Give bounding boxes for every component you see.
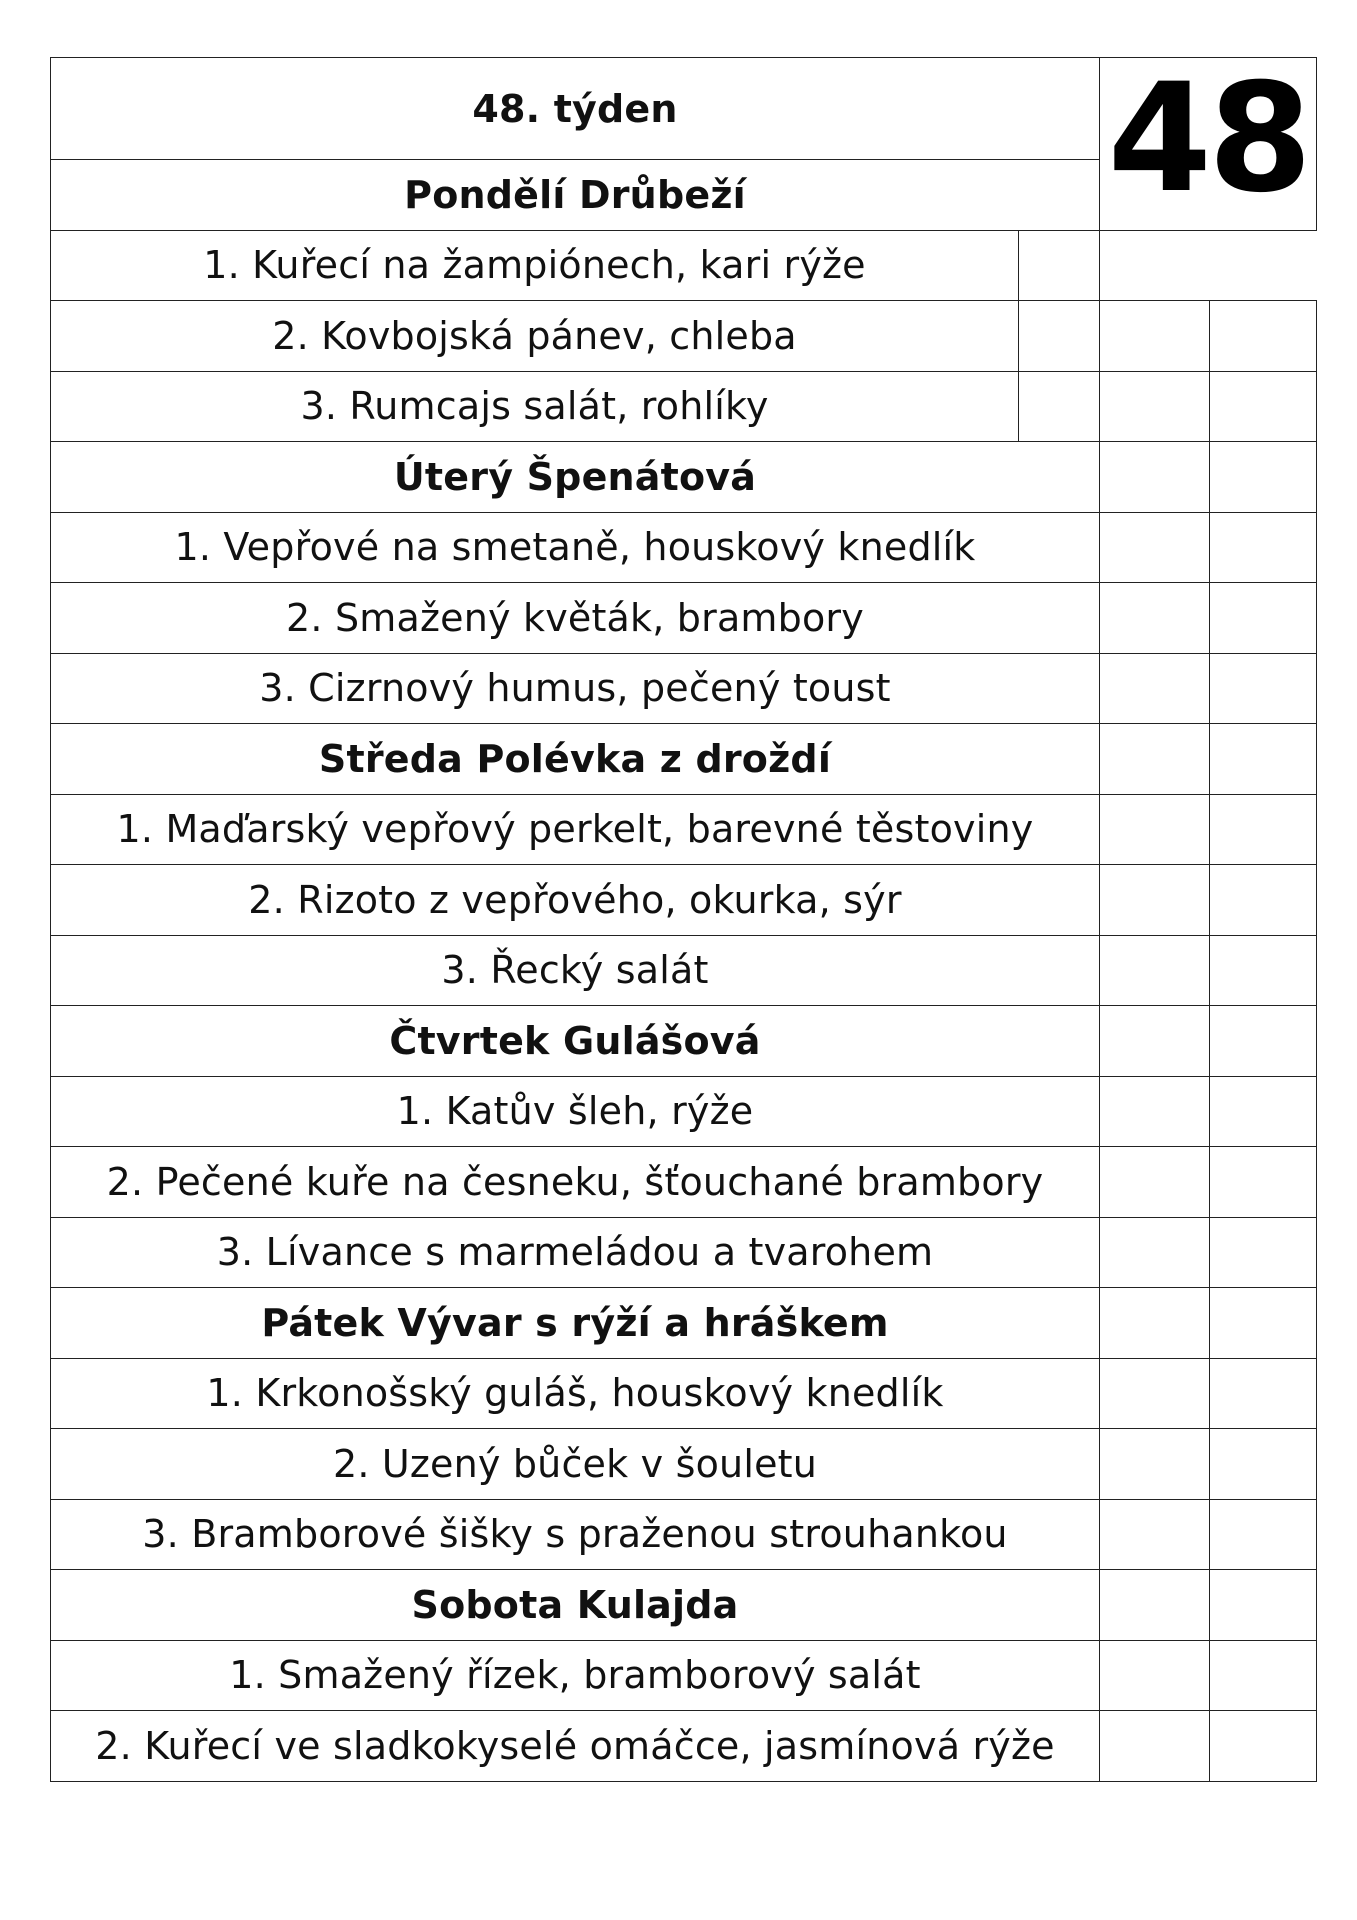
- check-box: [1099, 582, 1210, 654]
- check-box: [1209, 512, 1317, 584]
- check-box: [1099, 723, 1210, 795]
- check-box: [1209, 1287, 1317, 1359]
- day-name: Pondělí Drůbeží: [404, 172, 746, 217]
- menu-item-text: 1. Maďarský vepřový perkelt, barevné těstoviny: [116, 807, 1034, 852]
- menu-item-text: 2. Pečené kuře na česneku, šťouchané brambory: [106, 1159, 1044, 1204]
- check-box: [1099, 512, 1210, 584]
- check-box: [1018, 300, 1100, 372]
- menu-item: [50, 653, 1100, 725]
- check-box: [1018, 230, 1100, 302]
- week-title-cell: [50, 57, 1100, 160]
- check-box: [1099, 371, 1210, 443]
- menu-item-text: 2. Kuřecí ve sladkokyselé omáčce, jasmínová rýže: [95, 1723, 1055, 1768]
- menu-item: [50, 1146, 1100, 1218]
- menu-item: [50, 300, 1019, 372]
- menu-item-text: 1. Smažený řízek, bramborový salát: [229, 1653, 921, 1698]
- week-number: 48: [1107, 51, 1309, 226]
- check-box: [1099, 1358, 1210, 1430]
- day-header: [50, 1005, 1100, 1077]
- menu-item-text: 1. Vepřové na smetaně, houskový knedlík: [174, 525, 976, 570]
- menu-item: [50, 1499, 1100, 1571]
- check-box: [1099, 794, 1210, 866]
- menu-item-text: 3. Cizrnový humus, pečený toust: [259, 666, 891, 711]
- day-name: Čtvrtek Gulášová: [389, 1018, 761, 1063]
- check-box: [1209, 1569, 1317, 1641]
- check-box: [1209, 723, 1317, 795]
- check-box: [1209, 935, 1317, 1007]
- day-header: [50, 441, 1100, 513]
- menu-item-text: 1. Kuřecí na žampiónech, kari rýže: [203, 243, 866, 288]
- day-header: [50, 723, 1100, 795]
- day-name: Pátek Vývar s rýží a hráškem: [261, 1300, 889, 1345]
- day-name: Úterý Špenátová: [393, 454, 757, 499]
- menu-item: [50, 371, 1019, 443]
- menu-item: [50, 512, 1100, 584]
- menu-item-text: 2. Kovbojská pánev, chleba: [272, 313, 797, 358]
- week-title: 48. týden: [472, 86, 678, 131]
- check-box: [1099, 1499, 1210, 1571]
- menu-item-text: 1. Krkonošský guláš, houskový knedlík: [206, 1371, 944, 1416]
- check-box: [1209, 1217, 1317, 1289]
- menu-item: [50, 582, 1100, 654]
- day-header: [50, 1569, 1100, 1641]
- menu-item-text: 3. Rumcajs salát, rohlíky: [300, 384, 769, 429]
- menu-item: [50, 1076, 1100, 1148]
- check-box: [1209, 1358, 1317, 1430]
- check-box: [1209, 1076, 1317, 1148]
- check-box: [1099, 864, 1210, 936]
- menu-item-text: 3. Lívance s marmeládou a tvarohem: [216, 1230, 934, 1275]
- menu-item: [50, 1710, 1100, 1782]
- check-box: [1209, 1640, 1317, 1712]
- menu-item-text: 3. Řecký salát: [441, 948, 709, 993]
- week-number-box: [1099, 51, 1317, 231]
- check-box: [1099, 1710, 1210, 1782]
- check-box: [1018, 371, 1100, 443]
- check-box: [1209, 371, 1317, 443]
- day-name: Středa Polévka z droždí: [318, 736, 832, 781]
- check-box: [1099, 935, 1210, 1007]
- check-box: [1209, 1428, 1317, 1500]
- menu-item: [50, 794, 1100, 866]
- day-header: [50, 1287, 1100, 1359]
- check-box: [1099, 300, 1210, 372]
- check-box: [1209, 1146, 1317, 1218]
- menu-item-text: 3. Bramborové šišky s praženou strouhankou: [142, 1512, 1008, 1557]
- menu-item: [50, 864, 1100, 936]
- check-box: [1209, 794, 1317, 866]
- check-box: [1099, 1076, 1210, 1148]
- day-name: Sobota Kulajda: [411, 1582, 739, 1627]
- check-box: [1099, 1569, 1210, 1641]
- check-box: [1209, 653, 1317, 725]
- check-box: [1209, 1499, 1317, 1571]
- menu-item: [50, 1640, 1100, 1712]
- check-box: [1209, 864, 1317, 936]
- check-box: [1099, 1640, 1210, 1712]
- menu-item: [50, 230, 1019, 302]
- menu-item-text: 2. Rizoto z vepřového, okurka, sýr: [248, 877, 902, 922]
- check-box: [1099, 1005, 1210, 1077]
- check-box: [1099, 653, 1210, 725]
- check-box: [1209, 441, 1317, 513]
- check-box: [1209, 300, 1317, 372]
- check-box: [1099, 1217, 1210, 1289]
- check-box: [1099, 1146, 1210, 1218]
- menu-item: [50, 1428, 1100, 1500]
- check-box: [1099, 1287, 1210, 1359]
- check-box: [1209, 582, 1317, 654]
- check-box: [1099, 441, 1210, 513]
- menu-item-text: 1. Katův šleh, rýže: [396, 1089, 754, 1134]
- menu-item: [50, 935, 1100, 1007]
- menu-item-text: 2. Uzený bůček v šouletu: [332, 1441, 818, 1486]
- menu-item: [50, 1358, 1100, 1430]
- menu-item: [50, 1217, 1100, 1289]
- check-box: [1209, 1710, 1317, 1782]
- check-box: [1209, 1005, 1317, 1077]
- day-header: [50, 159, 1100, 231]
- menu-item-text: 2. Smažený květák, brambory: [286, 595, 864, 640]
- check-box: [1099, 1428, 1210, 1500]
